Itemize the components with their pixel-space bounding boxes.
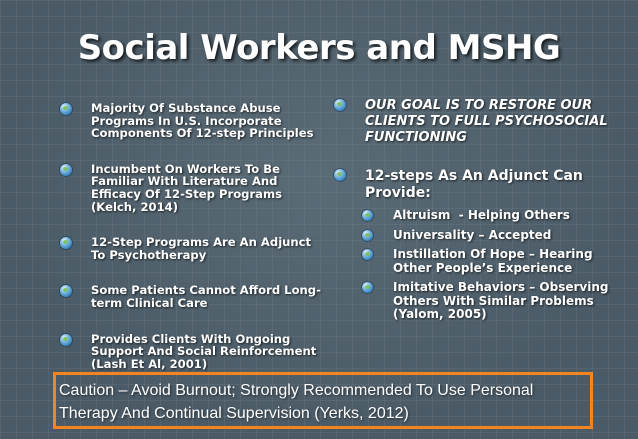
- list-item-text: Altruism - Helping Others: [393, 208, 570, 222]
- globe-bullet-icon: [362, 210, 373, 221]
- globe-bullet-icon: [362, 230, 373, 241]
- goal-statement: [334, 98, 624, 146]
- globe-bullet-icon: [362, 282, 373, 293]
- list-item-text: Imitative Behaviors – Observing Others With Similar Problems (Yalom, 2005): [393, 280, 609, 321]
- list-item: [362, 281, 624, 322]
- globe-bullet-icon: [334, 99, 346, 111]
- list-item: [60, 236, 322, 261]
- list-item: [60, 333, 322, 371]
- sub-bullet-list: [362, 209, 624, 322]
- list-item: [60, 284, 322, 309]
- globe-bullet-icon: [60, 164, 72, 176]
- list-item: [362, 248, 624, 275]
- list-item-text: Incumbent On Workers To Be Familiar With Literature And Efficacy Of 12-Step Programs (Kelch, 2014): [91, 161, 282, 214]
- globe-bullet-icon: [334, 169, 346, 181]
- globe-bullet-icon: [60, 285, 72, 297]
- list-item: [362, 229, 624, 243]
- list-item: [362, 209, 624, 223]
- adjunct-heading-text: 12-steps As An Adjunct Can Provide:: [365, 168, 583, 201]
- caution-box: Caution – Avoid Burnout; Strongly Recommended To Use Personal Therapy And Continual Supervision (Yerks, 2012): [53, 372, 593, 429]
- left-bullet-list: [60, 102, 322, 393]
- globe-bullet-icon: [60, 103, 72, 115]
- list-item-text: Instillation Of Hope – Hearing Other People’s Experience: [393, 247, 593, 275]
- slide-title: Social Workers and MSHG: [77, 28, 561, 68]
- list-item-text: Universality – Accepted: [393, 227, 552, 242]
- list-item: [60, 163, 322, 213]
- list-item-text: Provides Clients With Ongoing Support And Social Reinforcement (Lash Et Al, 2001): [91, 331, 317, 371]
- sub-list-container: [334, 209, 624, 322]
- list-item-text: 12-Step Programs Are An Adjunct To Psychotherapy: [91, 235, 312, 262]
- right-bullet-list: [334, 98, 624, 328]
- list-item-text: Majority Of Substance Abuse Programs In U.S. Incorporate Components Of 12-step Principles: [91, 101, 314, 141]
- list-item: [60, 102, 322, 140]
- adjunct-heading: [334, 168, 624, 202]
- globe-bullet-icon: [60, 334, 72, 346]
- globe-bullet-icon: [362, 249, 373, 260]
- list-item-text: Some Patients Cannot Afford Long-term Clinical Care: [91, 283, 321, 310]
- goal-text: OUR GOAL IS TO RESTORE OUR CLIENTS TO FULL PSYCHOSOCIAL FUNCTIONING: [365, 98, 608, 145]
- globe-bullet-icon: [60, 237, 72, 249]
